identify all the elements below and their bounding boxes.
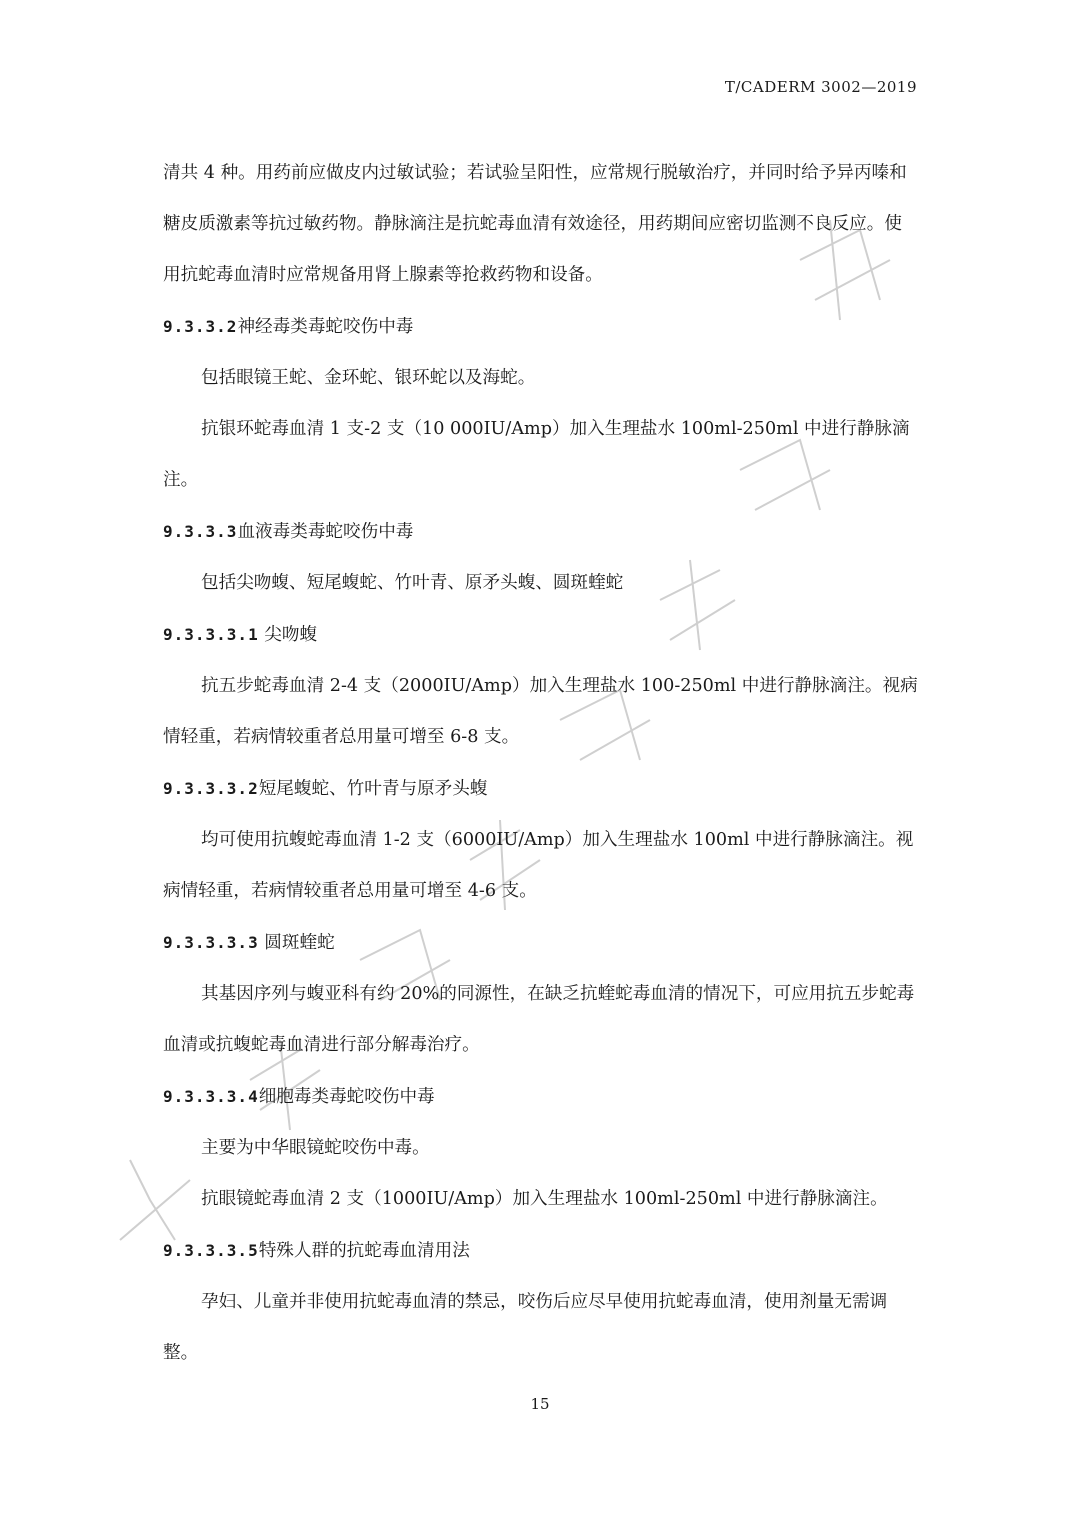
paragraph: 抗五步蛇毒血清 2-4 支（2000IU/Amp）加入生理盐水 100-250ml 中进行静脉滴注。视病情轻重，若病情较重者总用量可增至 6-8 支。 bbox=[163, 676, 918, 747]
section-heading: 9.3.3.3.2短尾蝮蛇、竹叶青与原矛头蝮 bbox=[163, 779, 488, 799]
section-heading: 9.3.3.2神经毒类毒蛇咬伤中毒 bbox=[163, 317, 414, 337]
document-body bbox=[163, 148, 918, 1379]
document-code: T/CADERM 3002—2019 bbox=[724, 78, 917, 96]
paragraph: 包括眼镜王蛇、金环蛇、银环蛇以及海蛇。 bbox=[201, 368, 536, 388]
section-heading: 9.3.3.3血液毒类毒蛇咬伤中毒 bbox=[163, 522, 414, 542]
paragraph: 主要为中华眼镜蛇咬伤中毒。 bbox=[201, 1138, 430, 1158]
paragraph: 均可使用抗蝮蛇毒血清 1-2 支（6000IU/Amp）加入生理盐水 100ml 中进行静脉滴注。视病情轻重，若病情较重者总用量可增至 4-6 支。 bbox=[163, 830, 914, 901]
paragraph: 抗眼镜蛇毒血清 2 支（1000IU/Amp）加入生理盐水 100ml-250ml 中进行静脉滴注。 bbox=[201, 1189, 888, 1209]
page-number: 15 bbox=[530, 1395, 550, 1413]
paragraph: 其基因序列与蝮亚科有约 20%的同源性，在缺乏抗蝰蛇毒血清的情况下，可应用抗五步蛇毒血清或抗蝮蛇毒血清进行部分解毒治疗。 bbox=[163, 984, 915, 1055]
paragraph: 抗银环蛇毒血清 1 支-2 支（10 000IU/Amp）加入生理盐水 100ml-250ml 中进行静脉滴注。 bbox=[163, 419, 910, 490]
section-heading: 9.3.3.3.1 尖吻蝮 bbox=[163, 625, 318, 645]
paragraph: 清共 4 种。用药前应做皮内过敏试验；若试验呈阳性，应常规行脱敏治疗，并同时给予异丙嗪和糖皮质激素等抗过敏药物。静脉滴注是抗蛇毒血清有效途径，用药期间应密切监测不良反应。使用抗蛇毒血清时应常规备用肾上腺素等抢救药物和设备。 bbox=[163, 163, 907, 285]
section-heading: 9.3.3.3.4细胞毒类毒蛇咬伤中毒 bbox=[163, 1087, 435, 1107]
watermark-text: 全国团体标准信息平台 bbox=[0, 0, 10, 1]
paragraph: 孕妇、儿童并非使用抗蛇毒血清的禁忌，咬伤后应尽早使用抗蛇毒血清，使用剂量无需调整。 bbox=[163, 1292, 888, 1363]
paragraph: 包括尖吻蝮、短尾蝮蛇、竹叶青、原矛头蝮、圆斑蝰蛇 bbox=[201, 573, 624, 593]
section-heading: 9.3.3.3.3 圆斑蝰蛇 bbox=[163, 933, 335, 953]
section-heading: 9.3.3.3.5特殊人群的抗蛇毒血清用法 bbox=[163, 1241, 470, 1261]
